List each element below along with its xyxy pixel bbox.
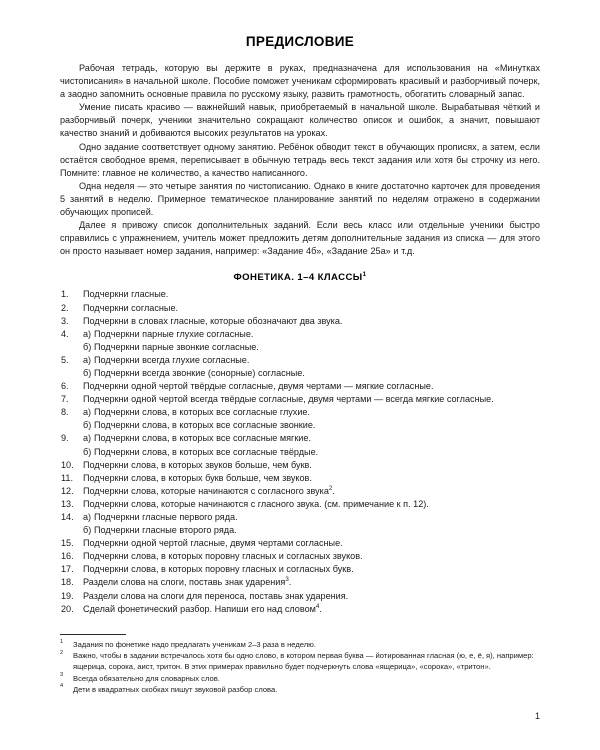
task-subitem [83, 511, 540, 524]
task-number: 3. [61, 315, 69, 326]
footnote-marker-text: 2 [60, 649, 64, 656]
task-text: Подчеркни одной чертой всегда твёрдые согласные, двумя чертами — всегда мягкие согласные. [83, 394, 494, 405]
task-body [83, 380, 540, 393]
task-text: Подчеркни одной чертой гласные, двумя чертами согласные. [83, 538, 343, 549]
section-heading [60, 272, 540, 283]
footnote-marker-text: 1 [60, 638, 64, 645]
task-text: Подчеркни слова, в которых звуков больше, чем букв. [83, 459, 312, 470]
task-body [83, 354, 540, 380]
task-subitem-marker: а) [83, 512, 92, 522]
task-item [60, 603, 540, 616]
task-body [83, 485, 540, 498]
task-text: Раздели слова на слоги, поставь знак ударения [83, 577, 286, 588]
task-subitem-marker: б) [83, 367, 92, 378]
task-subitem-text: Подчеркни слова, в которых все согласные мягкие. [94, 433, 311, 444]
task-item [60, 328, 540, 354]
task-footnote-ref: 2 [328, 484, 333, 492]
task-subitem [83, 446, 540, 459]
task-list [60, 288, 540, 615]
footnote-text: Важно, чтобы в задании встречалось хотя бы одно слово, в котором первая буква — йотированная гласная (ю, е, ё, я), например: ящерица, сорока, аист, тритон. В этих примерах правильно будет подчеркнуть слова «ящерица», «сорока», «тритон». [73, 651, 534, 672]
task-body [83, 459, 540, 472]
task-body [83, 288, 540, 301]
task-body [83, 328, 540, 354]
task-number: 7. [61, 394, 69, 405]
intro-paragraph-4: Одна неделя — это четыре занятия по чистописанию. Однако в книге достаточно карточек для проведения 5 занятий в неделю. Примерное тематическое планирование занятий по неделям отражено в содержании обучающих прописей. [60, 180, 540, 218]
task-number: 19. [61, 590, 74, 601]
task-item [60, 432, 540, 458]
task-subitem [83, 328, 540, 341]
task-body [83, 315, 540, 328]
task-body [83, 590, 540, 603]
task-subitem-marker: б) [83, 420, 92, 431]
intro-paragraph-5: Далее я привожу список дополнительных заданий. Если весь класс или отдельные ученики быстро справились с упражнением, учитель может предложить детям дополнительные задания из списка — для этого он просто называет номер задания, например: «Задание 4б», «Задание 25а» и т.д. [60, 220, 540, 257]
task-body [83, 406, 540, 432]
task-body [83, 472, 540, 485]
task-text: Сделай фонетический разбор. Напиши его над словом [83, 603, 316, 614]
task-number: 14. [61, 512, 74, 522]
task-item [60, 537, 540, 550]
page-content [60, 34, 540, 616]
footnote-item [60, 639, 540, 650]
task-subitem [83, 419, 540, 432]
task-body [83, 576, 540, 589]
footnote-item [60, 650, 540, 672]
task-text: Подчеркни слова, в которых поровну гласных и согласных звуков. [83, 551, 363, 562]
task-subitem-marker: а) [83, 328, 92, 339]
task-item [60, 472, 540, 485]
footnotes-block [60, 634, 540, 695]
task-item [60, 563, 540, 576]
task-text: Подчеркни в словах гласные, которые обозначают два звука. [83, 315, 343, 326]
task-subitem-marker: а) [83, 433, 92, 444]
task-subitem [83, 341, 540, 354]
footnote-list [60, 639, 540, 695]
footnote-text: Всегда обязательно для словарных слов. [73, 673, 220, 683]
task-item [60, 511, 540, 537]
section-heading-footnote-ref: 1 [362, 271, 367, 279]
task-item [60, 576, 540, 589]
task-item [60, 550, 540, 563]
task-subitem [83, 432, 540, 445]
task-subitem-text: Подчеркни гласные первого ряда. [94, 512, 238, 522]
task-item [60, 459, 540, 472]
task-item [60, 485, 540, 498]
task-number: 12. [61, 485, 74, 496]
task-subitem-marker: б) [83, 341, 92, 352]
task-number: 17. [61, 564, 74, 575]
task-subitem-marker: б) [83, 525, 92, 536]
task-number: 1. [61, 289, 69, 300]
task-number: 10. [61, 459, 74, 470]
task-subitem-text: Подчеркни слова, в которых все согласные звонкие. [94, 420, 316, 431]
footnote-text: Задания по фонетике надо предлагать ученикам 2–3 раза в неделю. [73, 640, 316, 649]
task-text: Подчеркни слова, в которых букв больше, чем звуков. [83, 472, 312, 483]
task-body [83, 603, 540, 616]
task-body [83, 432, 540, 458]
page-title: ПРЕДИСЛОВИЕ [245, 34, 355, 49]
intro-paragraph-1: Рабочая тетрадь, которую вы держите в руках, предназначена для использования на «Минутках чистописания» в начальной школе. Пособие поможет ученикам сформировать красивый и разборчивый почерк, а заодно запомнить основные правила по русскому языку, развить грамотность, обогатить словарный запас. [60, 63, 540, 100]
task-subitem [83, 406, 540, 419]
page-number: 1 [534, 711, 540, 721]
task-subitem-text: Подчеркни всегда звонкие (сонорные) согласные. [94, 367, 305, 378]
task-subitem [83, 354, 540, 367]
task-item [60, 380, 540, 393]
task-number: 11. [61, 472, 73, 483]
task-number: 4. [61, 328, 69, 339]
task-number: 8. [61, 407, 69, 418]
footnote-separator [60, 634, 126, 635]
task-number: 6. [61, 381, 69, 392]
task-text: Подчеркни слова, в которых поровну гласных и согласных букв. [83, 564, 354, 575]
footnote-item [60, 673, 540, 684]
task-item [60, 393, 540, 406]
task-body [83, 393, 540, 406]
task-number: 5. [61, 354, 69, 365]
section-heading-text: ФОНЕТИКА. 1–4 КЛАССЫ [233, 272, 363, 284]
task-body [83, 537, 540, 550]
task-subitem-text: Подчеркни слова, в которых все согласные глухие. [94, 407, 311, 418]
task-text: Подчеркни слова, которые начинаются с гласного звука. (см. примечание к п. 12). [83, 498, 429, 509]
task-text: Раздели слова на слоги для переноса, поставь знак ударения. [83, 590, 349, 601]
task-body [83, 563, 540, 576]
task-body [83, 498, 540, 511]
task-item [60, 498, 540, 511]
task-subitem-marker: а) [83, 354, 92, 365]
intro-paragraph-3: Одно задание соответствует одному занятию. Ребёнок обводит текст в обучающих прописях, а затем, если остаётся свободное время, переписывает в обычную тетрадь весь текст задания или хотя бы строчку из него. Помните: главное не количество, а качество написанного. [60, 141, 540, 178]
footnote-marker [60, 684, 73, 695]
task-footnote-ref: 3 [285, 576, 289, 584]
task-item [60, 302, 540, 315]
footnote-marker-text: 3 [60, 672, 64, 679]
task-number: 9. [61, 433, 69, 444]
task-footnote-ref: 4 [315, 602, 320, 610]
task-subitem-text: Подчеркни слова, в которых все согласные твёрдые. [94, 446, 319, 457]
task-text: Подчеркни гласные. [83, 289, 169, 300]
intro-paragraph-2: Умение писать красиво — важнейший навык, приобретаемый в начальной школе. Вырабатывая чёткий и разборчивый почерк, ученики значительно сокращают количество описок и ошибок, а значит, повышают качество знаний и добиваются высоких результатов на уроках. [60, 102, 540, 139]
task-text-tail: . [332, 485, 335, 496]
task-number: 2. [61, 302, 69, 313]
task-subitem-text: Подчеркни парные звонкие согласные. [94, 341, 259, 352]
footnote-text: Дети в квадратных скобках пишут звуковой разбор слова. [73, 684, 278, 694]
task-subitem [83, 367, 540, 380]
task-number: 20. [61, 603, 74, 614]
footnote-item [60, 684, 540, 695]
task-number: 16. [61, 551, 74, 562]
task-item [60, 406, 540, 432]
task-item [60, 288, 540, 301]
task-subitem-text: Подчеркни всегда глухие согласные. [94, 354, 250, 365]
task-body [83, 302, 540, 315]
task-number: 18. [61, 577, 74, 588]
task-text-tail: . [319, 603, 322, 614]
task-subitem [83, 524, 540, 537]
task-subitem-marker: а) [83, 407, 92, 418]
task-text: Подчеркни одной чертой твёрдые согласные, двумя чертами — мягкие согласные. [83, 381, 434, 392]
task-text: Подчеркни слова, которые начинаются с согласного звука [83, 485, 329, 496]
task-body [83, 550, 540, 563]
task-subitem-text: Подчеркни парные глухие согласные. [94, 328, 254, 339]
footnote-marker [60, 639, 73, 650]
task-subitem-text: Подчеркни гласные второго ряда. [94, 525, 237, 536]
task-body [83, 511, 540, 537]
task-item [60, 590, 540, 603]
footnote-marker [60, 650, 73, 672]
task-item [60, 315, 540, 328]
task-text-tail: . [288, 577, 292, 588]
task-number: 13. [61, 498, 74, 509]
task-item [60, 354, 540, 380]
footnote-marker-text: 4 [60, 683, 64, 690]
task-subitem-marker: б) [83, 446, 92, 457]
task-number: 15. [61, 538, 74, 549]
task-text: Подчеркни согласные. [83, 302, 179, 313]
